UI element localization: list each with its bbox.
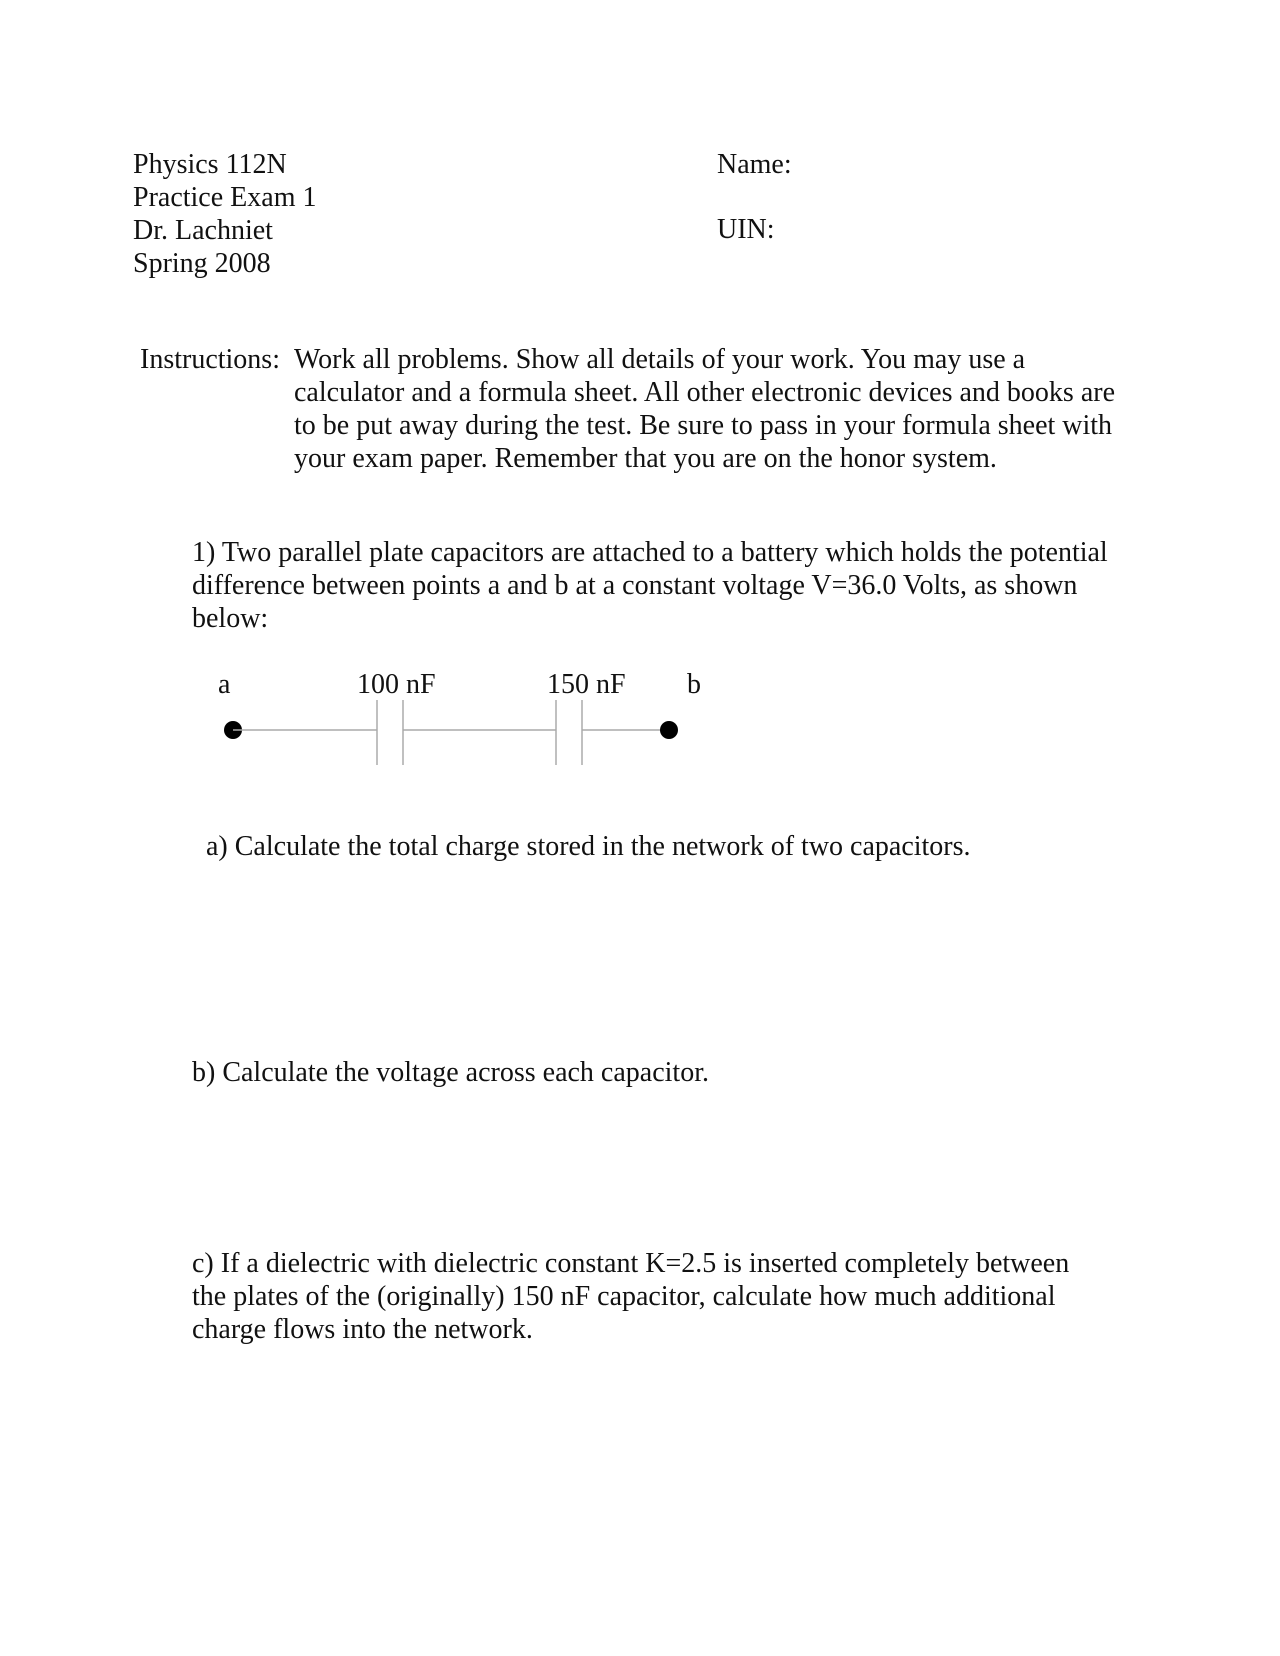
exam-title: Practice Exam 1 xyxy=(133,182,317,213)
question-line: 1) Two parallel plate capacitors are attached to a battery which holds the potential xyxy=(192,537,1108,568)
node-b-label: b xyxy=(687,669,701,700)
question-1b: b) Calculate the voltage across each capacitor. xyxy=(192,1057,709,1088)
instructions-line: to be put away during the test. Be sure to pass in your formula sheet with xyxy=(294,410,1113,441)
exam-term: Spring 2008 xyxy=(133,248,271,279)
capacitor-2-label: 150 nF xyxy=(547,669,626,700)
name-field-label: Name: xyxy=(717,149,792,180)
instructions-line: Work all problems. Show all details of your work. You may use a xyxy=(294,344,1026,375)
question-1c xyxy=(192,1247,1069,1346)
question-1a: a) Calculate the total charge stored in the network of two capacitors. xyxy=(206,831,971,862)
instructor-name: Dr. Lachniet xyxy=(133,215,273,246)
terminal-b-dot xyxy=(660,721,678,739)
question-line: c) If a dielectric with dielectric constant K=2.5 is inserted completely between xyxy=(192,1248,1070,1279)
question-line: charge flows into the network. xyxy=(192,1314,533,1345)
uin-field-label: UIN: xyxy=(717,214,775,245)
instructions-line: your exam paper. Remember that you are on the honor system. xyxy=(294,443,997,474)
question-line: below: xyxy=(192,603,269,634)
capacitor-1-label: 100 nF xyxy=(357,669,436,700)
instructions-line: calculator and a formula sheet. All other electronic devices and books are xyxy=(294,377,1115,408)
node-a-label: a xyxy=(218,669,231,700)
course-title: Physics 112N xyxy=(133,149,287,180)
question-line: difference between points a and b at a constant voltage V=36.0 Volts, as shown xyxy=(192,570,1078,601)
question-line: the plates of the (originally) 150 nF capacitor, calculate how much additional xyxy=(192,1281,1056,1312)
instructions-label: Instructions: xyxy=(140,344,280,375)
capacitor-circuit-diagram xyxy=(0,0,1280,800)
